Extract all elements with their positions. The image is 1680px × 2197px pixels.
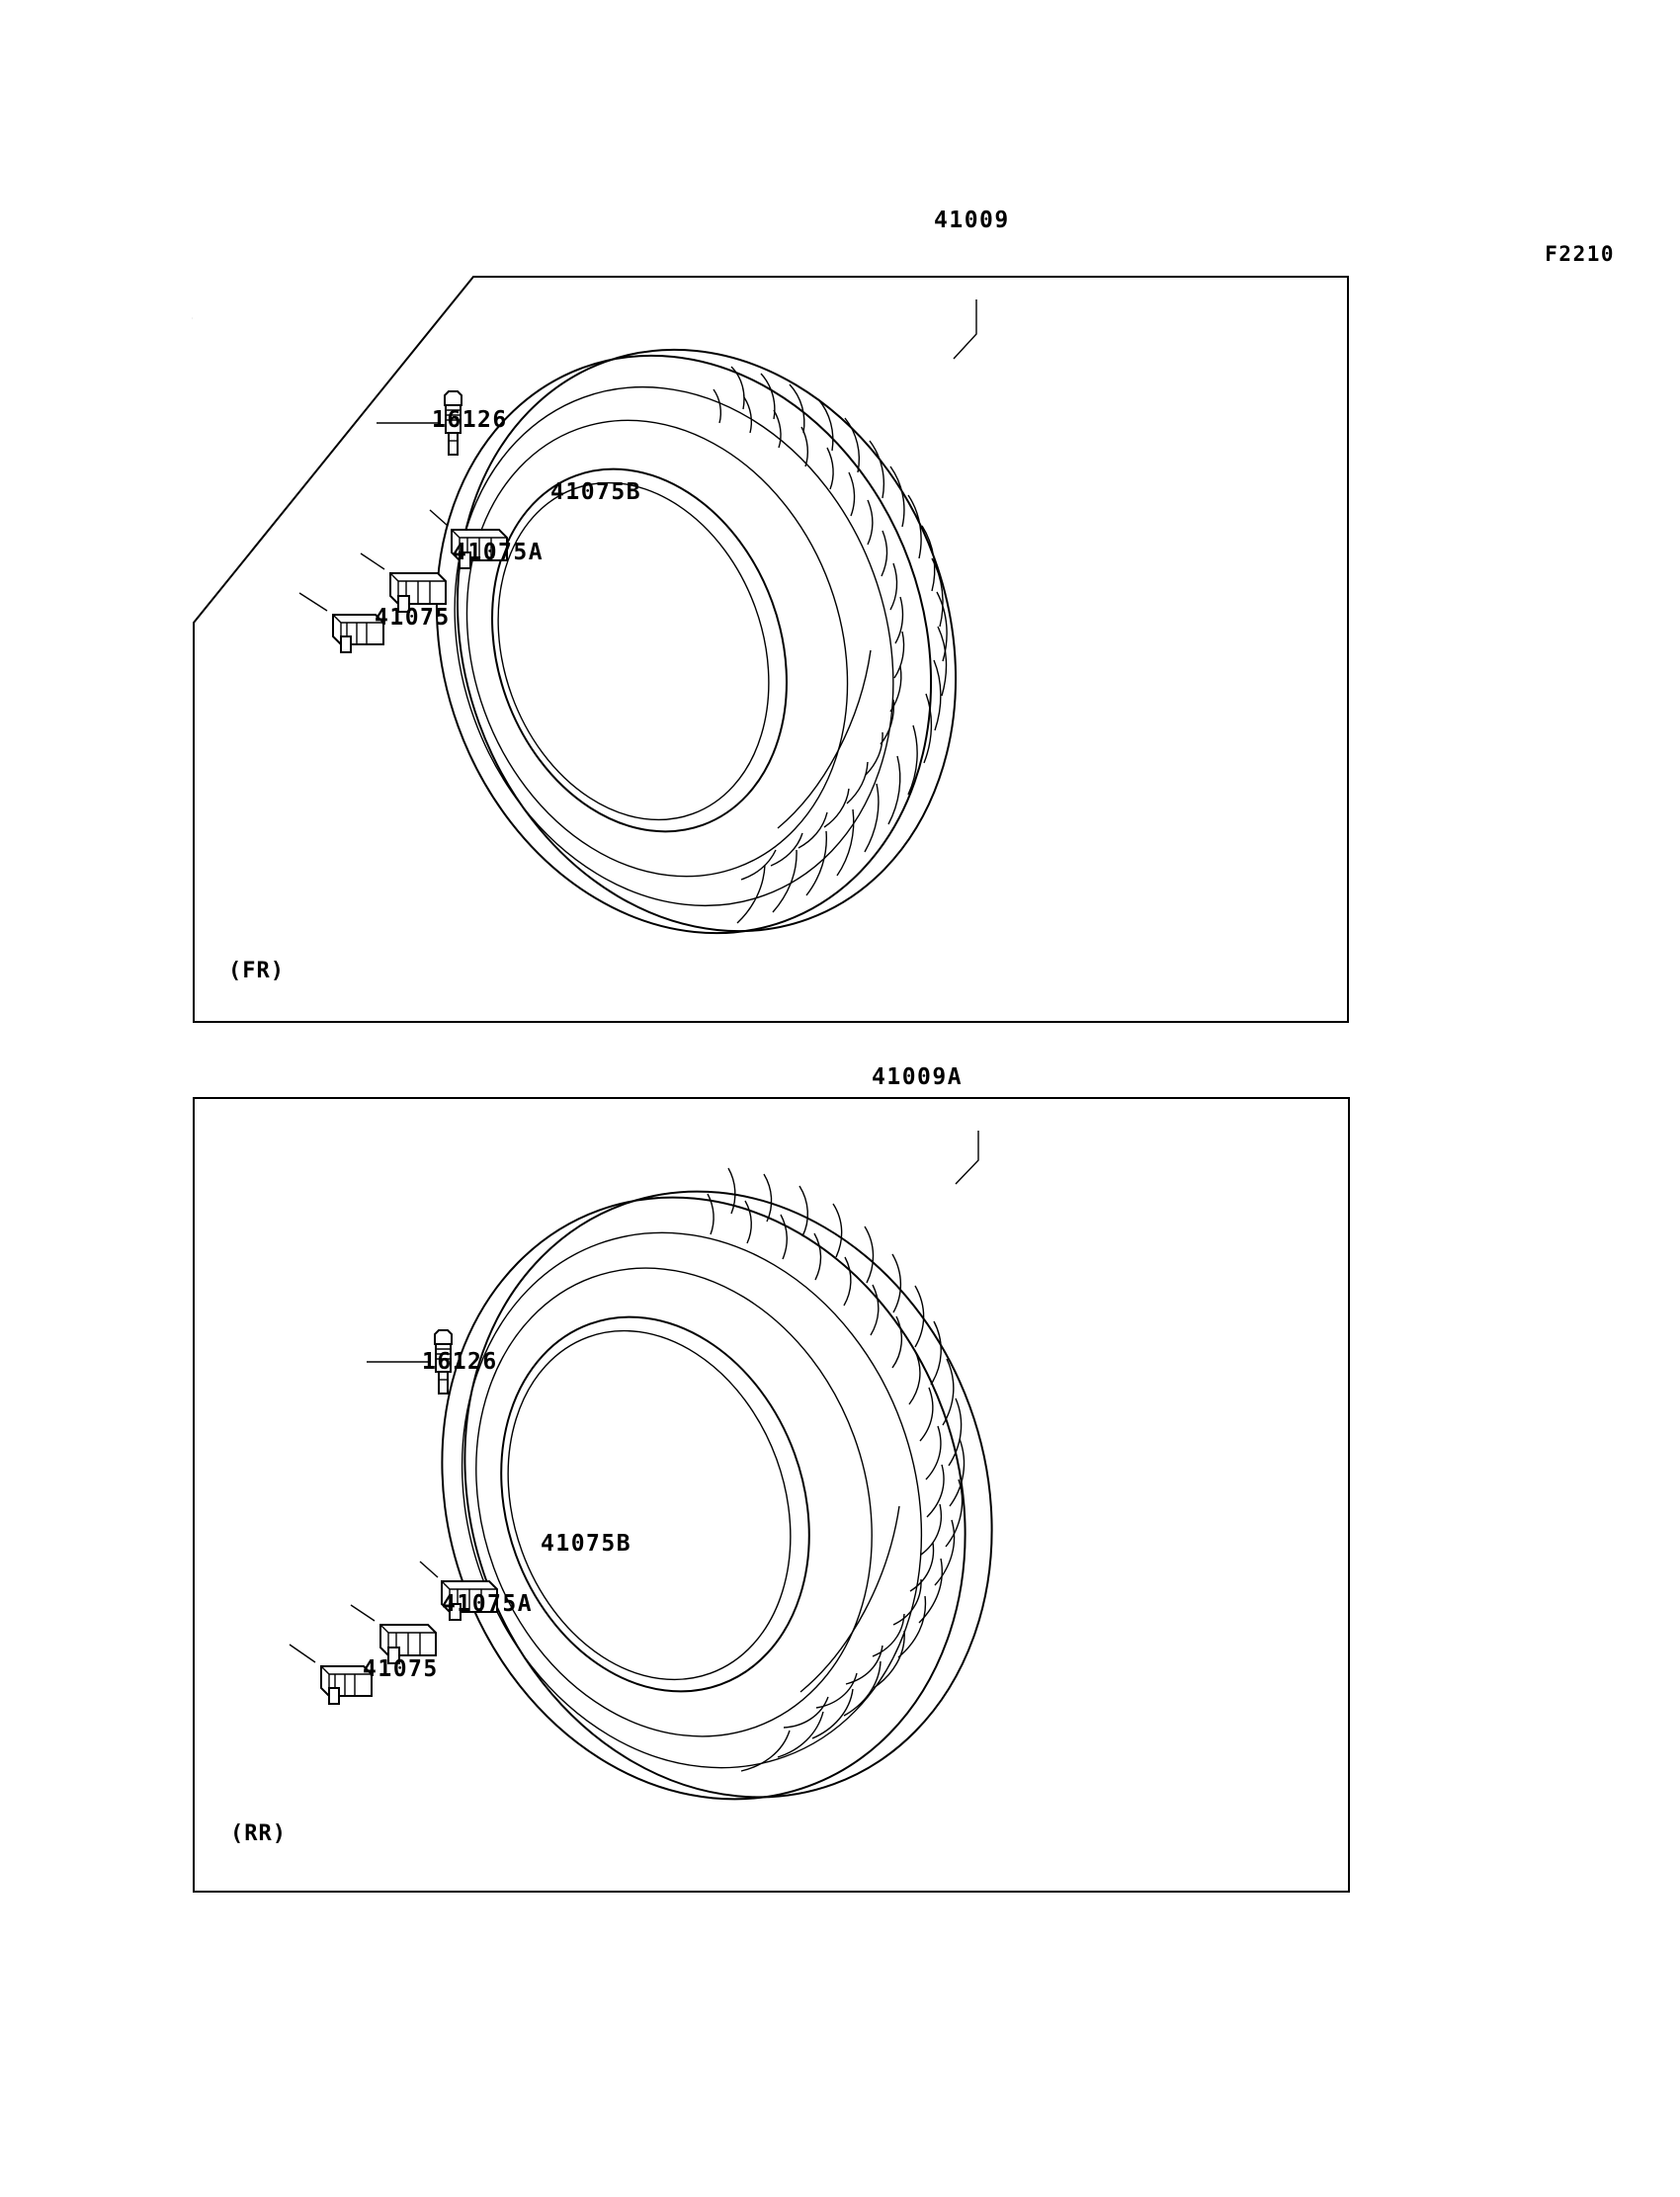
part-weight-41075 <box>299 593 383 652</box>
callout-41075-front: 41075 <box>375 605 451 631</box>
panel-rear <box>193 1064 1350 1893</box>
callout-41009: 41009 <box>934 208 1010 233</box>
callout-16126-rear: 16126 <box>422 1349 498 1375</box>
callout-41075A-front: 41075A <box>453 540 545 565</box>
part-weight-41075A-rear <box>351 1605 436 1663</box>
callout-41075-rear: 41075 <box>363 1656 439 1682</box>
callout-16126-front: 16126 <box>432 407 508 433</box>
sheet-code: F2210 <box>1545 242 1615 266</box>
callout-41009A: 41009A <box>872 1064 964 1090</box>
part-weight-41075A <box>361 553 446 612</box>
callout-41075A-rear: 41075A <box>442 1591 534 1617</box>
part-weight-41075-rear <box>290 1645 372 1704</box>
panel-label-rear: (RR) <box>230 1821 287 1846</box>
callout-41075B-front: 41075B <box>550 479 642 505</box>
callout-41075B-rear: 41075B <box>541 1531 632 1557</box>
panel-front <box>193 208 1350 1024</box>
panel-label-front: (FR) <box>228 959 285 983</box>
